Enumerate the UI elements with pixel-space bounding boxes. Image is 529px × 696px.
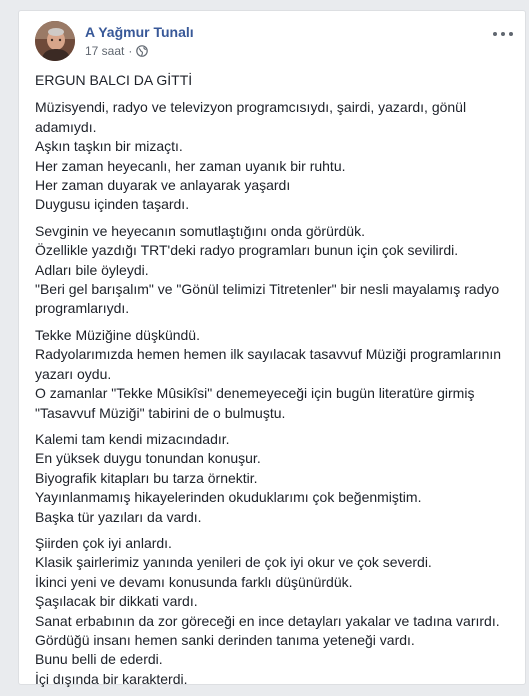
post-text-line: Kalemi tam kendi mizacındadır. (35, 430, 230, 447)
post-text-line: Gördüğü insanı hemen sanki derinden tanıma yeteneği vardı. (35, 631, 415, 648)
post-text-line: Tekke Müziğine düşkündü. (35, 326, 200, 343)
post-text-line: Duygusu içinden taşardı. (35, 196, 190, 213)
post-text-line: Aşkın taşkın bir mizaçtı. (35, 138, 183, 155)
post-title: ERGUN BALCI DA GİTTİ (35, 72, 193, 88)
post-text-line: Müzisyendi, radyo ve televizyon programcısıydı, şairdi, yazardı, gönül adamıydı. (35, 99, 467, 135)
post-text-line: Radyolarımızda hemen hemen ilk sayılacak tasavvuf Müziği programlarının yazarı oydu. (35, 346, 502, 382)
more-options-icon[interactable] (493, 27, 513, 41)
post-paragraph (35, 222, 515, 319)
post-text-line: İkinci yeni ve devamı konusunda farklı düşünürdük. (35, 573, 353, 590)
post-text-line: Şiirden çok iyi anlardı. (35, 534, 172, 551)
post-text-line: Başka tür yazıları da vardı. (35, 508, 202, 525)
post-text-line: Her zaman heyecanlı, her zaman uyanık bir ruhtu. (35, 157, 346, 174)
post-text-line: Sevginin ve heyecanın somutlaştığını onda görürdük. (35, 222, 365, 239)
post-text-line: Adları bile öyleydi. (35, 261, 149, 278)
post-text-line: Sanat erbabının da zor göreceği en ince detayları yakalar ve tadına varırdı. (35, 612, 500, 629)
post-text-line: O zamanlar "Tekke Mûsikîsi" denemeyeceği için bugün literatüre girmiş "Tasavvuf Müziği" tabirini de o bulmuştu. (35, 385, 475, 421)
post-header (35, 21, 513, 65)
globe-icon[interactable] (136, 45, 148, 57)
post-text-line: Biyografik kitapları bu tarza örnektir. (35, 469, 258, 486)
post-paragraph (35, 98, 515, 214)
post-body (35, 71, 515, 696)
post-paragraph (35, 326, 515, 423)
post-paragraphs (35, 98, 515, 689)
author-name[interactable]: A Yağmur Tunalı (85, 24, 194, 40)
post-text-line: Klasik şairlerimiz yanında yenileri de çok iyi okur ve çok severdi. (35, 554, 432, 571)
post-text-line: İçi dışında bir karakterdi. (35, 670, 188, 687)
more-dot (509, 32, 513, 36)
post-text-line: Özellikle yazdığı TRT'deki radyo programları bunun için çok sevilirdi. (35, 242, 459, 259)
avatar-image (35, 21, 75, 61)
post-time[interactable]: 17 saat (85, 44, 125, 58)
post-card (18, 10, 526, 685)
post-text-line: "Beri gel barışalım" ve "Gönül telimizi Titretenler" bir nesli mayalamış radyo programlarıydı. (35, 281, 500, 317)
post-paragraph (35, 534, 515, 689)
post-text-line: Yayınlanmamış hikayelerinden okuduklarımı çok beğenmiştim. (35, 489, 422, 506)
post-text-line: Her zaman duyarak ve anlayarak yaşardı (35, 177, 291, 194)
avatar[interactable] (35, 21, 75, 61)
post-text-line: En yüksek duygu tonundan konuşur. (35, 450, 261, 467)
post-paragraph (35, 430, 515, 527)
post-text-line: Bunu belli de ederdi. (35, 651, 163, 668)
more-dot (493, 32, 497, 36)
more-dot (501, 32, 505, 36)
meta-separator: · (128, 44, 133, 58)
post-text-line: Şaşılacak bir dikkati vardı. (35, 593, 198, 610)
post-meta (85, 44, 148, 58)
